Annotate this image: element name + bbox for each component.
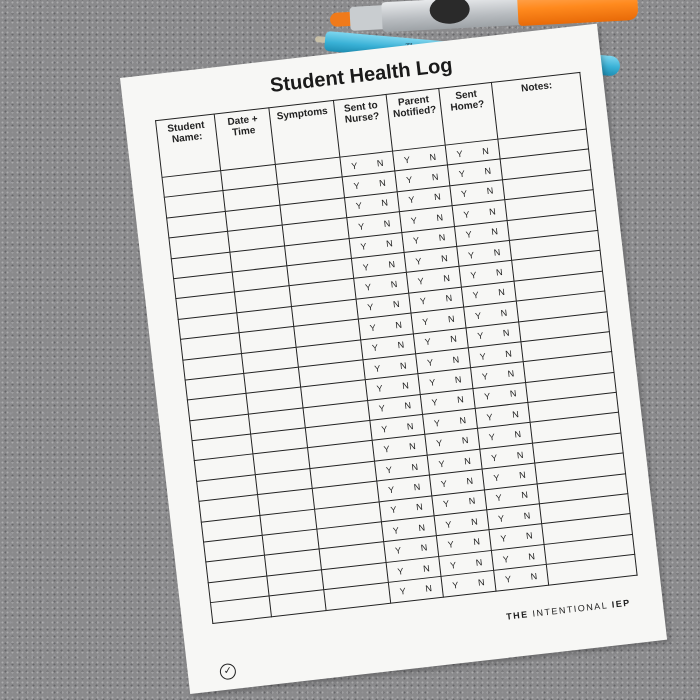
yes-option: Y	[412, 235, 420, 247]
no-option: N	[385, 238, 394, 250]
yes-option: Y	[414, 255, 423, 267]
no-option: N	[504, 348, 513, 359]
yes-option: Y	[451, 579, 459, 591]
no-option: N	[417, 522, 426, 533]
no-option: N	[459, 414, 467, 426]
yes-option: Y	[497, 513, 505, 524]
yes-option: Y	[502, 553, 510, 565]
no-option: N	[456, 394, 465, 406]
no-option: N	[376, 157, 384, 169]
no-option: N	[445, 293, 453, 304]
yes-option: Y	[486, 411, 494, 423]
no-option: N	[390, 279, 398, 290]
yes-option: Y	[385, 464, 393, 475]
no-option: N	[415, 501, 424, 513]
yes-option: Y	[355, 200, 363, 212]
yes-option: Y	[442, 498, 450, 510]
yes-option: Y	[399, 585, 407, 597]
no-option: N	[394, 319, 403, 331]
no-option: N	[461, 435, 469, 446]
brand-footer	[506, 598, 632, 622]
yes-option: Y	[428, 377, 436, 388]
no-option: N	[438, 232, 446, 244]
yes-option: Y	[408, 194, 416, 206]
header-notes: Notes:	[491, 72, 586, 139]
no-option: N	[383, 218, 391, 229]
no-option: N	[530, 570, 538, 582]
no-option: N	[378, 177, 387, 189]
yes-option: Y	[476, 330, 484, 342]
yes-option: Y	[403, 154, 411, 166]
no-option: N	[435, 212, 444, 223]
yes-option: Y	[421, 316, 429, 328]
no-option: N	[511, 408, 520, 420]
yes-option: Y	[469, 269, 478, 281]
brand-suffix: IEP	[611, 597, 632, 610]
yes-option: Y	[504, 573, 512, 585]
no-option: N	[513, 429, 522, 440]
yes-option: Y	[490, 452, 498, 463]
yes-option: Y	[357, 221, 365, 232]
no-option: N	[481, 145, 490, 157]
header-student-name: Student Name:	[156, 114, 221, 177]
brand-prefix: THE	[505, 609, 530, 622]
no-option: N	[518, 469, 527, 481]
no-option: N	[452, 354, 460, 365]
yes-option: Y	[387, 484, 395, 496]
yes-option: Y	[495, 492, 503, 504]
yes-option: Y	[460, 188, 468, 200]
yes-option: Y	[380, 423, 388, 435]
check-circle-icon: ✓	[219, 663, 237, 681]
no-option: N	[413, 481, 421, 493]
yes-option: Y	[369, 322, 377, 334]
no-option: N	[468, 495, 476, 507]
yes-option: Y	[366, 302, 375, 313]
no-option: N	[440, 252, 449, 264]
no-option: N	[463, 455, 472, 467]
yes-option: Y	[396, 565, 405, 577]
yes-option: Y	[431, 397, 439, 409]
yes-option: Y	[449, 559, 457, 571]
no-option: N	[495, 267, 504, 278]
yes-option: Y	[458, 168, 466, 180]
no-option: N	[454, 374, 462, 385]
yes-option: Y	[410, 215, 418, 226]
no-option: N	[500, 307, 508, 319]
yes-option: Y	[433, 417, 441, 429]
no-option: N	[404, 400, 412, 412]
no-option: N	[486, 185, 494, 197]
no-option: N	[516, 449, 524, 461]
yes-option: Y	[392, 525, 400, 536]
no-option: N	[399, 360, 408, 371]
yes-option: Y	[394, 545, 402, 556]
no-option: N	[387, 258, 396, 270]
yes-option: Y	[474, 310, 482, 322]
yes-option: Y	[479, 351, 487, 362]
yes-option: Y	[371, 342, 379, 354]
no-option: N	[401, 380, 410, 391]
yes-option: Y	[499, 533, 508, 544]
no-option: N	[488, 206, 497, 217]
no-option: N	[507, 368, 515, 379]
yes-option: Y	[447, 539, 455, 550]
no-option: N	[380, 197, 389, 209]
header-sent-home: Sent Home?	[439, 82, 498, 145]
no-option: N	[392, 299, 401, 310]
no-option: N	[523, 510, 531, 521]
header-parent-notified: Parent Notified?	[386, 88, 445, 151]
yes-option: Y	[435, 438, 443, 449]
yes-option: Y	[362, 261, 370, 273]
yes-option: Y	[483, 391, 491, 403]
yes-option: Y	[440, 478, 448, 490]
no-option: N	[520, 489, 529, 501]
health-log-sheet	[120, 24, 667, 694]
yes-option: Y	[405, 174, 413, 186]
yes-option: Y	[426, 357, 434, 368]
yes-option: Y	[462, 209, 471, 220]
no-option: N	[424, 582, 433, 594]
log-body	[162, 129, 637, 623]
yes-option: Y	[378, 403, 386, 415]
yes-option: Y	[373, 363, 381, 374]
yes-option: Y	[353, 180, 361, 192]
no-option: N	[497, 287, 506, 298]
no-option: N	[431, 171, 439, 183]
yes-option: Y	[438, 458, 446, 469]
yes-option: Y	[444, 519, 453, 530]
no-option: N	[502, 327, 511, 339]
yes-option: Y	[389, 504, 398, 516]
yes-option: Y	[424, 336, 432, 348]
header-date-time: Date + Time	[214, 108, 275, 171]
no-option: N	[433, 191, 442, 203]
no-option: N	[442, 273, 451, 284]
no-option: N	[397, 339, 405, 351]
no-option: N	[406, 420, 414, 432]
header-symptoms: Symptoms	[269, 100, 340, 164]
health-log-table	[155, 72, 638, 624]
yes-option: Y	[465, 229, 473, 241]
no-option: N	[420, 542, 428, 554]
yes-option: Y	[472, 290, 480, 301]
header-sent-to-nurse: Sent to Nurse?	[333, 94, 392, 157]
no-option: N	[428, 151, 437, 163]
no-option: N	[509, 388, 517, 400]
no-option: N	[477, 576, 486, 588]
no-option: N	[422, 562, 431, 574]
yes-option: Y	[488, 432, 496, 443]
yes-option: Y	[481, 371, 489, 382]
no-option: N	[493, 246, 501, 258]
yes-option: Y	[417, 275, 425, 287]
yes-option: Y	[493, 472, 501, 484]
no-option: N	[470, 516, 479, 527]
sheet-title: Student Health Log	[268, 54, 454, 97]
no-option: N	[472, 536, 481, 548]
no-option: N	[449, 333, 458, 345]
brand-middle: INTENTIONAL	[532, 600, 609, 619]
no-option: N	[483, 165, 492, 177]
no-option: N	[447, 313, 456, 325]
no-option: N	[527, 550, 536, 562]
yes-option: Y	[383, 444, 391, 455]
yes-option: Y	[350, 160, 358, 172]
highlighter-cap	[517, 0, 639, 26]
no-option: N	[408, 441, 417, 452]
no-option: N	[475, 556, 483, 568]
yes-option: Y	[364, 281, 372, 293]
yes-option: Y	[376, 383, 384, 394]
no-option: N	[490, 226, 499, 238]
yes-option: Y	[419, 296, 427, 307]
yes-option: Y	[456, 148, 464, 160]
no-option: N	[465, 475, 474, 487]
no-option: N	[525, 530, 534, 542]
no-option: N	[410, 461, 419, 473]
yes-option: Y	[359, 241, 368, 253]
yes-option: Y	[467, 249, 475, 261]
